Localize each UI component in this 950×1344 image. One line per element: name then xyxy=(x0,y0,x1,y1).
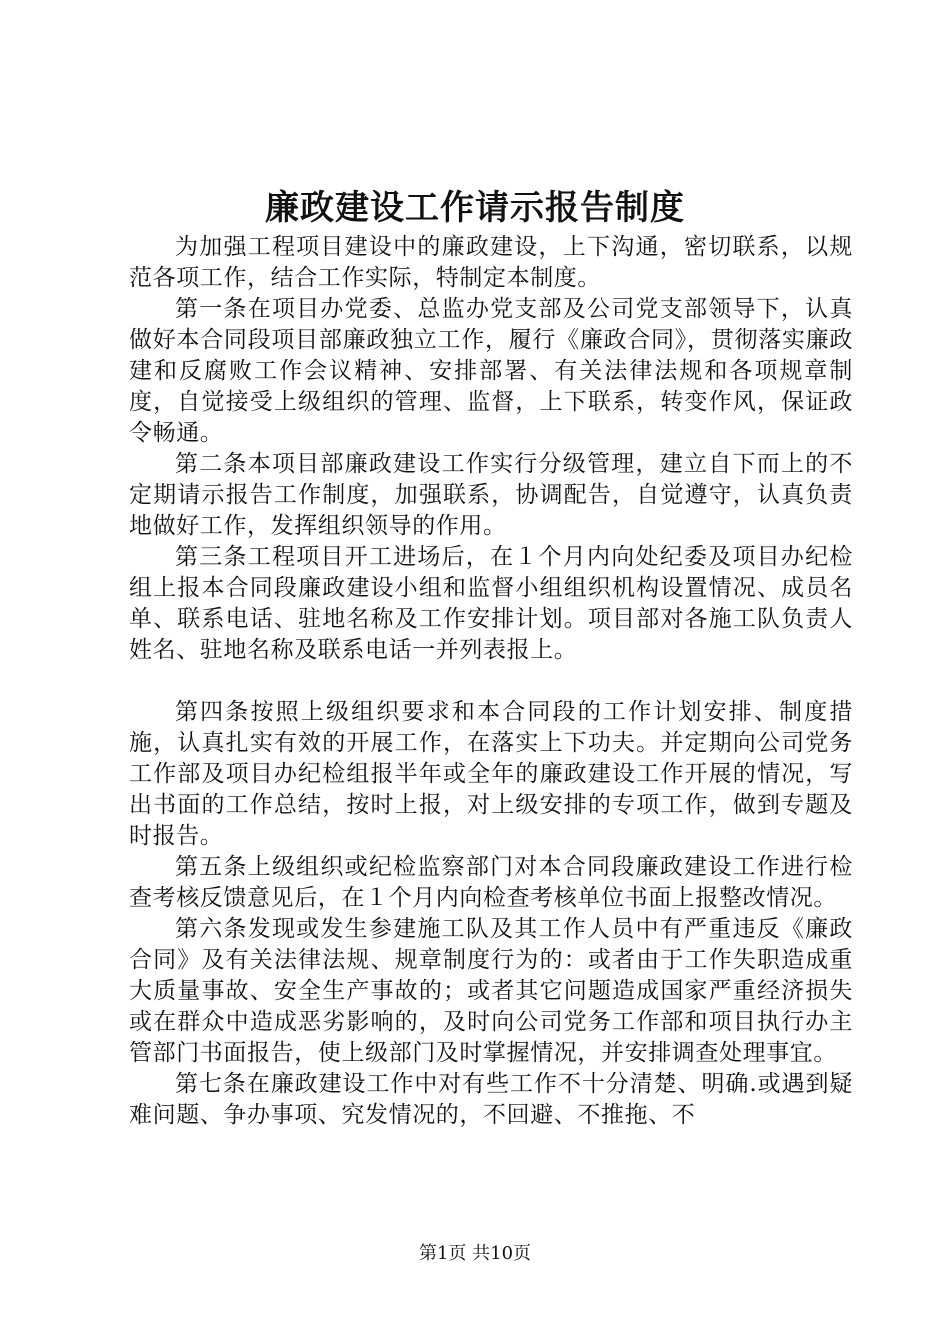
article-1-paragraph: 第一条在项目办党委、总监办党支部及公司党支部领导下，认真做好本合同段项目部廉政独立工作，履行《廉政合同》，贯彻落实廉政建和反腐败工作会议精神、安排部署、有关法律法规和各项规章制度，自觉接受上级组织的管理、监督，上下联系，转变作风，保证政令畅通。 xyxy=(129,296,853,446)
article-2-paragraph: 第二条本项目部廉政建设工作实行分级管理，建立自下而上的不定期请示报告工作制度，加强联系，协调配告，自觉遵守，认真负责地做好工作，发挥组织领导的作用。 xyxy=(129,451,853,539)
article-3-paragraph: 第三条工程项目开工进场后，在１个月内向处纪委及项目办纪检组上报本合同段廉政建设小组和监督小组组织机构设置情况、成员名单、联系电话、驻地名称及工作安排计划。项目部对各施工队负责人姓名、驻地名称及联系电话一并列表报上。 xyxy=(129,544,853,663)
article-6-paragraph: 第六条发现或发生参建施工队及其工作人员中有严重违反《廉政合同》及有关法律法规、规章制度行为的：或者由于工作失职造成重大质量事故、安全生产事故的；或者其它问题造成国家严重经济损失或在群众中造成恶劣影响的，及时向公司党务工作部和项目执行办主管部门书面报告，使上级部门及时掌握情况，并安排调查处理事宜。 xyxy=(129,916,853,1066)
page-number-footer: 第1页 共10页 xyxy=(418,1243,532,1264)
document-title: 廉政建设工作请示报告制度 xyxy=(265,188,685,228)
article-4-paragraph: 第四条按照上级组织要求和本合同段的工作计划安排、制度措施，认真扎实有效的开展工作，在落实上下功夫。并定期向公司党务工作部及项目办纪检组报半年或全年的廉政建设工作开展的情况，写出书面的工作总结，按时上报，对上级安排的专项工作，做到专题及时报告。 xyxy=(129,699,853,849)
intro-paragraph: 为加强工程项目建设中的廉政建设，上下沟通，密切联系，以规范各项工作，结合工作实际，特制定本制度。 xyxy=(129,234,853,291)
article-5-paragraph: 第五条上级组织或纪检监察部门对本合同段廉政建设工作进行检查考核反馈意见后，在１个月内向检查考核单位书面上报整改情况。 xyxy=(129,854,853,911)
article-7-paragraph: 第七条在廉政建设工作中对有些工作不十分清楚、明确.或遇到疑难问题、争办事项、究发情况的，不回避、不推拖、不 xyxy=(129,1071,853,1128)
document-body xyxy=(129,232,853,1131)
